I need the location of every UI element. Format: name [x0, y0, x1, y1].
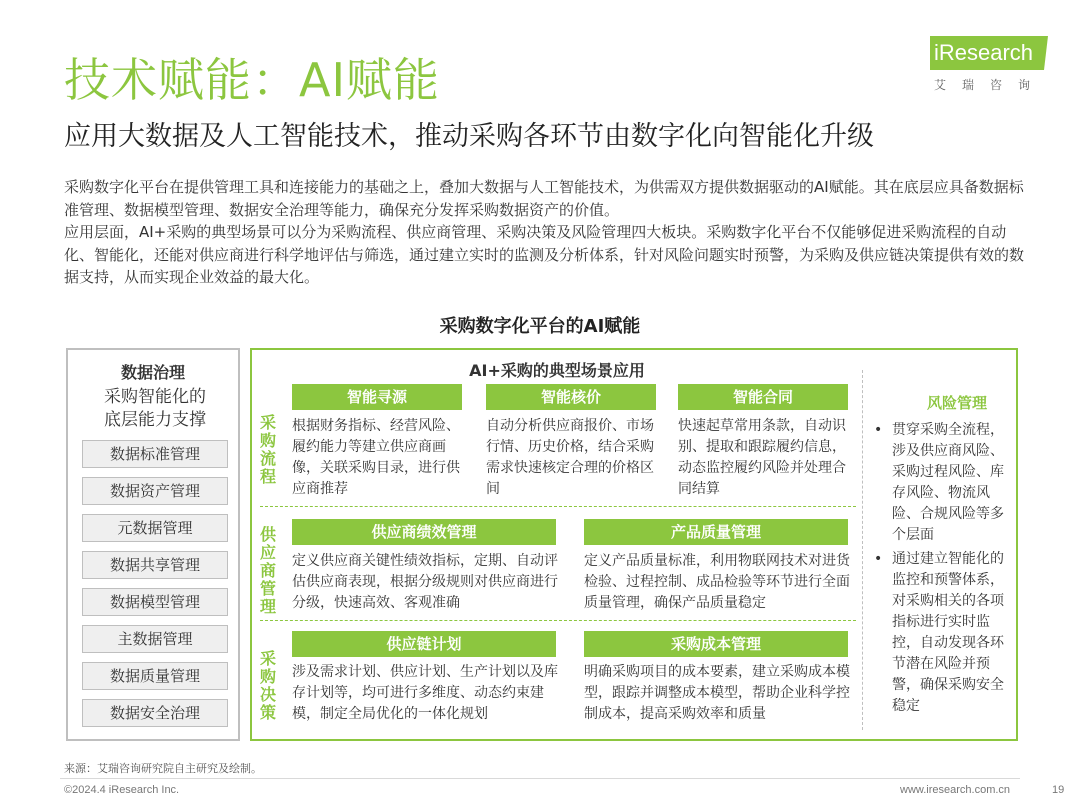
risk-separator — [862, 370, 863, 730]
governance-item: 元数据管理 — [82, 514, 228, 542]
governance-item: 数据标准管理 — [82, 440, 228, 468]
data-governance-subtitle: 采购智能化的底层能力支撑 — [104, 387, 206, 430]
website-link[interactable]: www.iresearch.com.cn — [900, 784, 1011, 796]
scenario-header: 供应商绩效管理 — [292, 519, 556, 545]
risk-bullet: • 贯穿采购全流程，涉及供应商风险、采购过程风险、库存风险、物流风险、合规风险等多个层面 — [872, 420, 1012, 546]
scenario-text: 根据财务指标、经营风险、履约能力等建立供应商画像，关联采购目录，进行供应商推荐 — [292, 418, 460, 497]
risk-management-title: 风险管理 — [926, 394, 987, 412]
scenario-header: 智能核价 — [486, 384, 656, 410]
data-governance-title: 数据治理 — [120, 363, 185, 382]
risk-bullet: • 通过建立智能化的监控和预警体系，对采购相关的各项指标进行实时监控，自动发现各环节潜在风险并预警，确保采购安全稳定 — [872, 549, 1012, 717]
governance-item: 数据模型管理 — [82, 588, 228, 616]
source-note: 来源：艾瑞咨询研究院自主研究及绘制。 — [64, 762, 262, 775]
scenario-text: 定义产品质量标准，利用物联网技术对进货检验、过程控制、成品检验等环节进行全面质量管理，确保产品质量稳定 — [584, 553, 850, 611]
row-label-supplier-management: 供应商管理 — [259, 525, 276, 616]
row-divider — [260, 620, 856, 621]
governance-item: 主数据管理 — [82, 625, 228, 653]
intro-text — [64, 176, 1024, 289]
logo-text: iResearch — [934, 40, 1034, 65]
page-subtitle: 应用大数据及人工智能技术，推动采购各环节由数字化向智能化升级 — [64, 121, 874, 152]
intro-paragraph-2: 应用层面，AI+采购的典型场景可以分为采购流程、供应商管理、采购决策及风险管理四大板块。采购数字化平台不仅能够促进采购流程的自动化、智能化，还能对供应商进行科学地评估与筛选，通过建立实时的监测及分析体系，针对风险问题实时预警，为采购及供应链决策提供有效的数据支持，从而实现企业效益的最大化。 — [64, 223, 1025, 286]
logo-chinese-text: 艾瑞咨询 — [934, 78, 1047, 92]
footer-divider — [60, 778, 1020, 779]
iresearch-logo — [930, 36, 1050, 96]
risk-management-list — [872, 420, 1012, 720]
scenario-text: 明确采购项目的成本要素，建立采购成本模型，跟踪并调整成本模型，帮助企业科学控制成本，提高采购效率和质量 — [584, 664, 850, 722]
scenario-text: 快速起草常用条款，自动识别、提取和跟踪履约信息，动态监控履约风险并处理合同结算 — [678, 418, 846, 497]
governance-item: 数据质量管理 — [82, 662, 228, 690]
intro-paragraph-1: 采购数字化平台在提供管理工具和连接能力的基础之上，叠加大数据与人工智能技术，为供需双方提供数据驱动的AI赋能。其在底层应具备数据标准管理、数据模型管理、数据安全治理等能力，确保充分发挥采购数据资产的价值。 — [64, 178, 1024, 219]
row-label-procurement-decision: 采购决策 — [259, 649, 276, 722]
governance-item: 数据共享管理 — [82, 551, 228, 579]
figure-title: 采购数字化平台的AI赋能 — [439, 316, 641, 337]
governance-item: 数据安全治理 — [82, 699, 228, 727]
governance-item: 数据资产管理 — [82, 477, 228, 505]
scenario-text: 涉及需求计划、供应计划、生产计划以及库存计划等，均可进行多维度、动态约束建模，制定全局优化的一体化规划 — [292, 664, 558, 722]
scenario-text: 自动分析供应商报价、市场行情、历史价格，结合采购需求快速核定合理的价格区间 — [486, 418, 654, 497]
row-divider — [260, 506, 856, 507]
scenario-header: 供应链计划 — [292, 631, 556, 657]
scenario-header: 智能寻源 — [292, 384, 462, 410]
row-label-procurement-process: 采购流程 — [259, 413, 276, 486]
ai-scenarios-title: AI+采购的典型场景应用 — [469, 361, 645, 380]
scenario-header: 智能合同 — [678, 384, 848, 410]
scenario-header: 产品质量管理 — [584, 519, 848, 545]
page-title: 技术赋能：AI赋能 — [64, 53, 441, 107]
scenario-text: 定义供应商关键性绩效指标，定期、自动评估供应商表现，根据分级规则对供应商进行分级，快速高效、客观准确 — [292, 553, 558, 611]
copyright: ©2024.4 iResearch Inc. — [64, 784, 180, 796]
ai-scenarios-panel — [250, 348, 1018, 741]
scenario-header: 采购成本管理 — [584, 631, 848, 657]
page-number: 19 — [1052, 784, 1065, 796]
data-governance-panel — [66, 348, 240, 741]
